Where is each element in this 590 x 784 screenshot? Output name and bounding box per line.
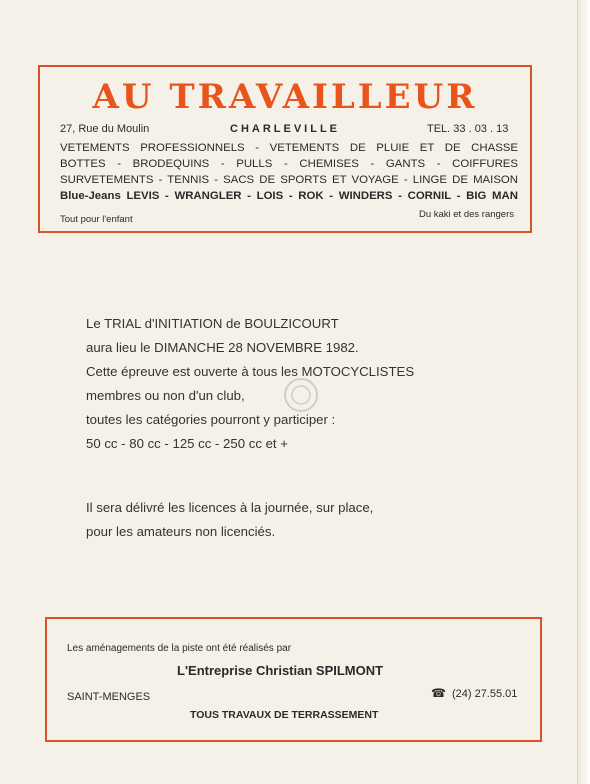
licence-line: Il sera délivré les licences à la journée, sur place, [86, 500, 374, 515]
licence-notice [86, 496, 373, 544]
shop-title: AU TRAVAILLEUR [92, 77, 478, 117]
goods-line: SURVETEMENTS - TENNIS - SACS DE SPORTS ET VOYAGE - LINGE DE MAISON [60, 174, 518, 186]
licence-line: pour les amateurs non licenciés. [86, 524, 276, 539]
shop-footer-right: Du kaki et des rangers [418, 209, 514, 220]
announcement-line: toutes les catégories pourront y participer : [86, 412, 336, 427]
page-edge [577, 0, 590, 784]
announcement-line: membres ou non d'un club, [86, 388, 245, 403]
announcement-line: aura lieu le DIMANCHE 28 NOVEMBRE 1982. [86, 340, 359, 355]
advert-au-travailleur [38, 65, 532, 233]
contractor-name: L'Entreprise Christian SPILMONT [177, 663, 384, 678]
advert-spilmont [45, 617, 542, 742]
shop-city: CHARLEVILLE [230, 123, 340, 135]
contractor-works: TOUS TRAVAUX DE TERRASSEMENT [190, 709, 379, 721]
goods-line: BOTTES - BRODEQUINS - PULLS - CHEMISES - GANTS - COIFFURES [60, 158, 518, 170]
telephone-icon: ☎ [431, 686, 446, 700]
contractor-telephone-number: (24) 27.55.01 [451, 688, 518, 700]
shop-street: 27, Rue du Moulin [60, 123, 150, 135]
announcement-line: Cette épreuve est ouverte à tous les MOTOCYCLISTES [86, 364, 415, 379]
contractor-intro: Les aménagements de la piste ont été réalisés par [67, 643, 292, 654]
brands-line [60, 188, 518, 204]
library-stamp-icon [282, 376, 320, 414]
brands-prefix: Blue-Jeans [60, 190, 121, 202]
announcement-line: Le TRIAL d'INITIATION de BOULZICOURT [86, 316, 339, 331]
shop-telephone: TEL. 33 . 03 . 13 [427, 123, 509, 135]
trial-announcement [86, 312, 414, 456]
goods-line: VETEMENTS PROFESSIONNELS - VETEMENTS DE PLUIE ET DE CHASSE [60, 142, 518, 154]
contractor-telephone [431, 686, 517, 700]
announcement-line: 50 cc - 80 cc - 125 cc - 250 cc et + [86, 436, 288, 451]
shop-footer-left: Tout pour l'enfant [60, 214, 133, 225]
goods-list [60, 140, 518, 204]
contractor-town: SAINT-MENGES [67, 691, 151, 703]
brands-list: LEVIS - WRANGLER - LOIS - ROK - WINDERS - CORNIL - BIG MAN [126, 190, 518, 202]
